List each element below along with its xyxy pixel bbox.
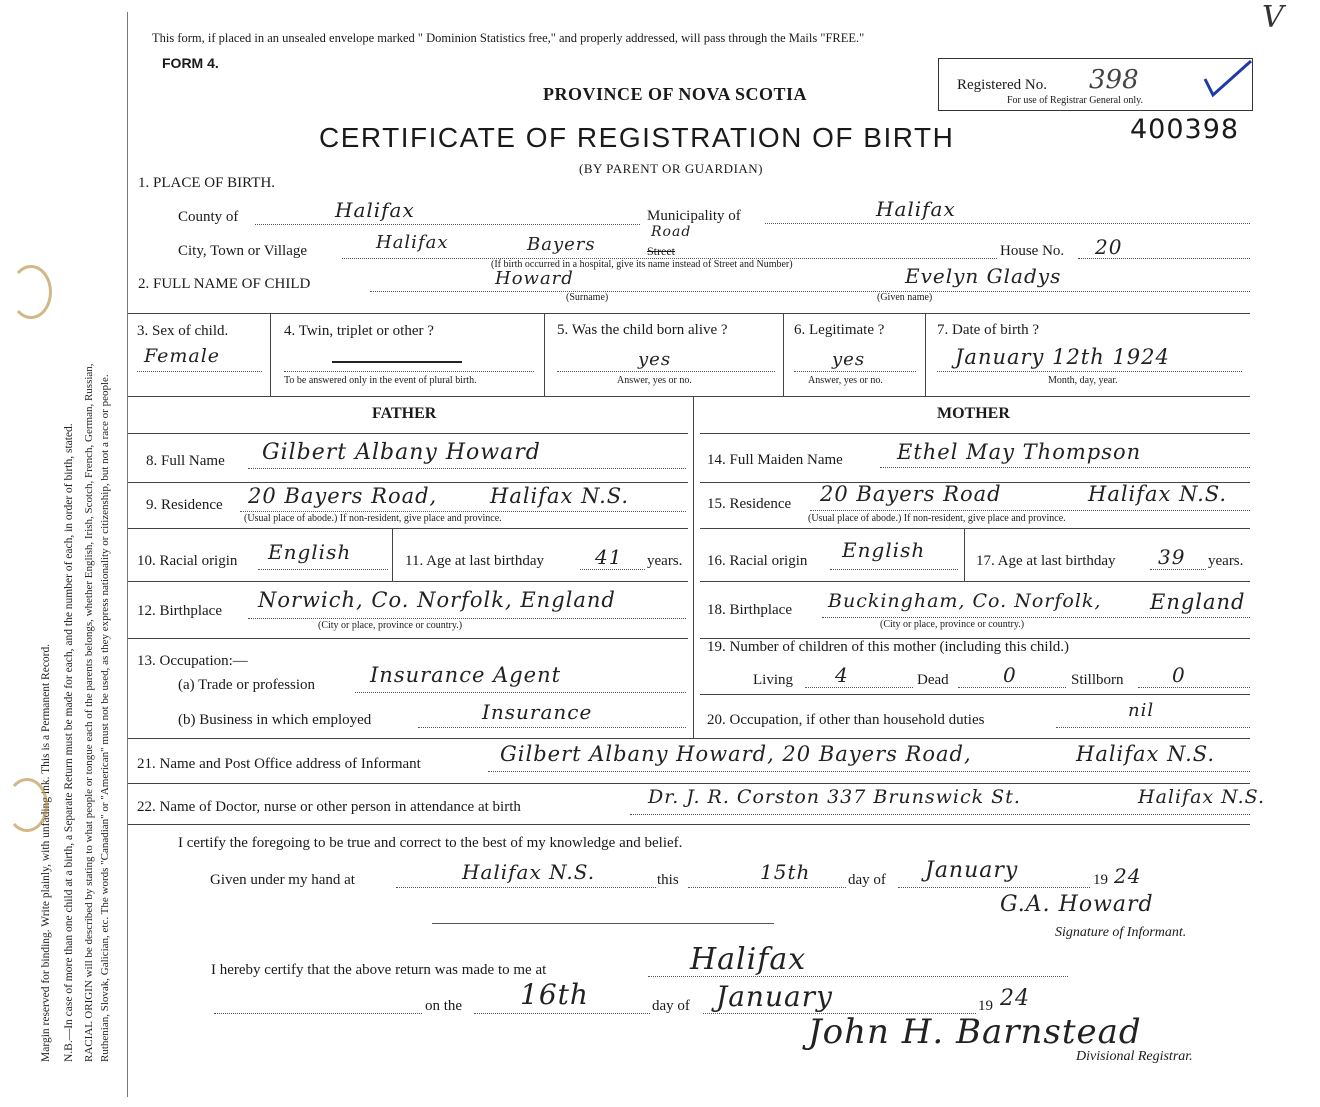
attendant-line xyxy=(630,814,1250,815)
mother-rule-1 xyxy=(700,433,1250,434)
road-value: Road xyxy=(651,224,692,240)
child-name-line xyxy=(370,291,1250,292)
section22-top-rule xyxy=(128,783,1250,784)
row3-divider-4 xyxy=(925,313,926,396)
mother-rule-3 xyxy=(700,528,1250,529)
given-note: (Given name) xyxy=(877,292,933,303)
street-word: Street xyxy=(647,244,675,258)
section21-top-rule xyxy=(128,738,1250,739)
registrar-year-prefix: 19 xyxy=(978,998,993,1014)
mother-name-value: Ethel May Thompson xyxy=(897,440,1142,464)
mother-racial-divider xyxy=(964,528,965,581)
informant-line xyxy=(488,771,1250,772)
legitimate-label: 6. Legitimate ? xyxy=(794,322,885,338)
date-of-birth-line xyxy=(937,371,1242,372)
father-residence-note: (Usual place of abode.) If non-resident, give place and province. xyxy=(244,513,502,524)
given-day: 15th xyxy=(760,860,811,884)
page-subtitle: (BY PARENT OR GUARDIAN) xyxy=(579,161,764,176)
alive-label: 5. Was the child born alive ? xyxy=(557,322,728,338)
mother-years-label: years. xyxy=(1208,553,1244,569)
mother-racial-label: 16. Racial origin xyxy=(707,553,808,569)
father-age-label: 11. Age at last birthday xyxy=(405,553,544,569)
father-birthplace-label: 12. Birthplace xyxy=(137,603,222,619)
form-number: FORM 4. xyxy=(162,55,219,71)
mother-birthplace-value: Buckingham, Co. Norfolk, xyxy=(828,590,1102,612)
mother-occupation-label: 20. Occupation, if other than household duties xyxy=(707,712,985,728)
sex-label: 3. Sex of child. xyxy=(137,323,229,339)
punch-hole-bottom xyxy=(6,778,48,832)
attendant-value: Dr. J. R. Corston 337 Brunswick St. xyxy=(648,786,1021,808)
date-of-birth-value: January 12th 1924 xyxy=(955,345,1170,369)
hospital-note: (If birth occurred in a hospital, give its name instead of Street and Number) xyxy=(491,259,793,270)
father-rule-3 xyxy=(128,528,688,529)
surname-note: (Surname) xyxy=(566,292,609,303)
twin-note: To be answered only in the event of plural birth. xyxy=(284,375,477,386)
father-racial-value: English xyxy=(268,540,352,564)
mother-name-line xyxy=(880,467,1250,468)
given-day-of-label: day of xyxy=(848,872,886,888)
city-label: City, Town or Village xyxy=(178,243,308,259)
mother-occupation-line xyxy=(1056,727,1250,728)
row3-divider-1 xyxy=(270,313,271,396)
father-name-value: Gilbert Albany Howard xyxy=(262,440,541,465)
punch-hole-top xyxy=(10,265,52,319)
informant-city: Halifax N.S. xyxy=(1076,742,1216,766)
row3-divider-3 xyxy=(783,313,784,396)
dead-label: Dead xyxy=(917,672,949,688)
mother-age-label: 17. Age at last birthday xyxy=(976,553,1116,569)
father-birthplace-value: Norwich, Co. Norfolk, England xyxy=(258,588,616,612)
sex-value: Female xyxy=(144,345,221,367)
attendant-label: 22. Name of Doctor, nurse or other person in attendance at birth xyxy=(137,799,521,815)
margin-note-4: Ruthenian, Slovak, Galician, etc. The words "Canadian" or "American" must not be used, as they express nationality or citizenship, but not a race or people. xyxy=(99,374,111,1062)
registrar-use-note: For use of Registrar General only. xyxy=(1007,95,1143,106)
city-value: Halifax xyxy=(376,232,449,253)
father-trade-line xyxy=(355,692,686,693)
house-label: House No. xyxy=(1000,243,1065,259)
father-trade-label: (a) Trade or profession xyxy=(178,677,316,693)
registrar-on-line xyxy=(214,1013,422,1014)
father-rule-1 xyxy=(128,433,688,434)
twin-dash xyxy=(332,361,462,363)
father-racial-divider xyxy=(392,528,393,581)
mother-residence-line xyxy=(810,510,1250,511)
registrar-month: January xyxy=(716,980,833,1013)
mother-age-line xyxy=(1150,569,1206,570)
date-of-birth-label: 7. Date of birth ? xyxy=(937,322,1040,338)
registrar-day: 16th xyxy=(520,978,589,1011)
father-trade-value: Insurance Agent xyxy=(370,663,562,687)
father-rule-4 xyxy=(128,581,688,582)
registered-label: Registered No. xyxy=(957,77,1047,93)
parents-divider xyxy=(693,396,694,738)
legitimate-line xyxy=(794,371,916,372)
twin-line xyxy=(284,371,534,372)
margin-rule xyxy=(127,12,128,1097)
county-value: Halifax xyxy=(335,198,415,222)
mother-name-label: 14. Full Maiden Name xyxy=(707,452,843,468)
mother-residence-note: (Usual place of abode.) If non-resident, give place and province. xyxy=(808,513,1066,524)
legitimate-value: yes xyxy=(832,349,866,370)
alive-note: Answer, yes or no. xyxy=(617,375,692,386)
informant-label: 21. Name and Post Office address of Informant xyxy=(137,756,421,772)
child-given-name: Evelyn Gladys xyxy=(905,264,1062,288)
stamp-number: 400398 xyxy=(1130,114,1240,145)
father-racial-label: 10. Racial origin xyxy=(137,553,238,569)
municipality-line xyxy=(765,223,1250,224)
living-line xyxy=(805,687,913,688)
child-surname: Howard xyxy=(495,268,574,289)
margin-note-1: Margin reserved for binding. Write plainly, with unfading ink. This is a Permanent Record. xyxy=(40,643,52,1062)
mother-birthplace-line xyxy=(822,617,1250,618)
father-birthplace-note: (City or place, province or country.) xyxy=(318,620,463,631)
father-birthplace-line xyxy=(248,618,686,619)
corner-check-mark: V xyxy=(1262,0,1284,35)
mother-age-value: 39 xyxy=(1158,545,1186,569)
given-label: Given under my hand at xyxy=(210,872,355,888)
mother-racial-line xyxy=(830,569,958,570)
postal-notice: This form, if placed in an unsealed envelope marked " Dominion Statistics free," and properly addressed, will pass through the Mails "FREE." xyxy=(152,31,865,45)
dead-line xyxy=(958,687,1066,688)
father-racial-line xyxy=(258,569,388,570)
municipality-label: Municipality of xyxy=(647,208,741,224)
county-label: County of xyxy=(178,209,239,225)
father-age-line xyxy=(580,569,645,570)
row3-divider-2 xyxy=(544,313,545,396)
father-years-label: years. xyxy=(647,553,683,569)
father-business-label: (b) Business in which employed xyxy=(178,712,372,728)
given-place: Halifax N.S. xyxy=(462,860,596,884)
given-year-prefix: 19 xyxy=(1093,872,1108,888)
registered-box xyxy=(938,58,1253,111)
page-title: CERTIFICATE OF REGISTRATION OF BIRTH xyxy=(319,122,955,153)
this-label: this xyxy=(657,872,679,888)
certify-text: I certify the foregoing to be true and correct to the best of my knowledge and belief. xyxy=(178,835,683,851)
informant-signature-label: Signature of Informant. xyxy=(1055,925,1187,940)
row3-top-rule xyxy=(128,313,1250,314)
living-value: 4 xyxy=(835,663,849,687)
father-rule-5 xyxy=(128,638,688,639)
registrar-signature-label: Divisional Registrar. xyxy=(1076,1049,1193,1064)
mother-rule-4 xyxy=(700,581,1250,582)
father-residence-label: 9. Residence xyxy=(146,497,223,513)
sex-line xyxy=(137,371,262,372)
stillborn-value: 0 xyxy=(1172,663,1186,687)
place-of-birth-heading: 1. PLACE OF BIRTH. xyxy=(138,175,276,191)
blue-check-icon xyxy=(1199,59,1259,101)
mother-heading: MOTHER xyxy=(937,405,1010,422)
father-age-value: 41 xyxy=(595,545,623,569)
mother-residence-value: 20 Bayers Road xyxy=(820,482,1002,506)
father-business-line xyxy=(418,727,686,728)
day-line xyxy=(688,887,846,888)
month-line xyxy=(898,887,1090,888)
registrar-signature: John H. Barnstead xyxy=(808,1012,1142,1052)
informant-short-rule xyxy=(432,923,774,924)
alive-line xyxy=(557,371,775,372)
margin-note-2: N.B.—In case of more than one child at a birth, a Separate Return must be made for each, and the number of each, in order of birth, stated. xyxy=(63,423,75,1062)
stillborn-label: Stillborn xyxy=(1071,672,1124,688)
mother-residence-label: 15. Residence xyxy=(707,496,792,512)
county-line xyxy=(255,224,640,225)
father-residence-line xyxy=(240,511,686,512)
section22-bottom-rule xyxy=(128,824,1250,825)
father-rule-2 xyxy=(128,482,688,483)
mother-rule-6 xyxy=(700,694,1250,695)
father-residence-city: Halifax N.S. xyxy=(490,484,630,508)
twin-label: 4. Twin, triplet or other ? xyxy=(284,323,434,339)
father-business-value: Insurance xyxy=(482,700,593,724)
registrar-on-the: on the xyxy=(425,998,463,1014)
mother-birthplace-note: (City or place, province or country.) xyxy=(880,619,1025,630)
mother-residence-city: Halifax N.S. xyxy=(1088,482,1228,506)
given-month: January xyxy=(925,858,1019,883)
date-of-birth-note: Month, day, year. xyxy=(1048,375,1118,386)
father-occupation-label: 13. Occupation:— xyxy=(137,653,248,669)
street-value: Bayers xyxy=(527,234,596,255)
informant-signature: G.A. Howard xyxy=(1000,892,1154,917)
stillborn-line xyxy=(1138,687,1250,688)
registered-number: 398 xyxy=(1089,65,1139,95)
given-place-line xyxy=(396,887,656,888)
house-value: 20 xyxy=(1095,235,1123,259)
mother-occupation-value: nil xyxy=(1128,700,1155,721)
mother-birthplace-country: England xyxy=(1150,590,1246,614)
registrar-text: I hereby certify that the above return was made to me at xyxy=(211,962,547,978)
given-year: 24 xyxy=(1114,864,1142,888)
informant-value: Gilbert Albany Howard, 20 Bayers Road, xyxy=(500,742,972,766)
legitimate-note: Answer, yes or no. xyxy=(808,375,883,386)
living-label: Living xyxy=(753,672,793,688)
father-residence-value: 20 Bayers Road, xyxy=(248,484,438,508)
alive-value: yes xyxy=(638,349,672,370)
registrar-place: Halifax xyxy=(690,942,807,977)
dead-value: 0 xyxy=(1003,663,1017,687)
municipality-value: Halifax xyxy=(876,197,956,221)
child-name-label: 2. FULL NAME OF CHILD xyxy=(138,276,311,292)
mother-birthplace-label: 18. Birthplace xyxy=(707,602,792,618)
father-name-label: 8. Full Name xyxy=(146,453,225,469)
attendant-city: Halifax N.S. xyxy=(1138,786,1265,808)
mother-children-label: 19. Number of children of this mother (including this child.) xyxy=(707,639,1070,655)
row3-bottom-rule xyxy=(128,396,1250,397)
registrar-year: 24 xyxy=(1000,986,1030,1011)
registrar-day-line xyxy=(474,1013,650,1014)
father-name-line xyxy=(248,468,686,469)
margin-note-3: RACIAL ORIGIN will be described by stating to what people or tongue each of the parents belongs, whether English, Irish, Scotch, French, German, Russian, xyxy=(83,363,95,1062)
province-heading: PROVINCE OF NOVA SCOTIA xyxy=(543,84,808,104)
mother-racial-value: English xyxy=(842,538,926,562)
registrar-day-of-label: day of xyxy=(652,998,690,1014)
father-heading: FATHER xyxy=(372,405,437,422)
